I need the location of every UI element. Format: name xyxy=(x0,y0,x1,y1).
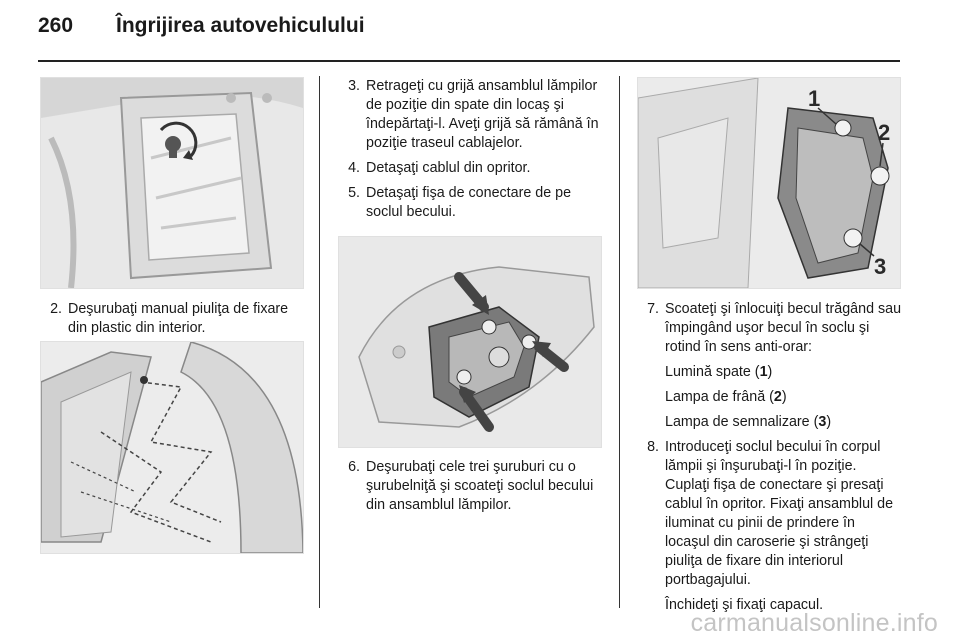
steps-7-to-8 xyxy=(637,300,902,615)
step-number: 2. xyxy=(50,301,62,317)
bulb-tail: ) xyxy=(767,364,773,380)
watermark: carmanualsonline.info xyxy=(690,609,938,637)
bulb-item-3 xyxy=(665,413,902,432)
bulb-label: Lampa de semnalizare ( xyxy=(665,414,819,430)
step-text: Retrageţi cu grijă ansamblul lămpilor de poziţie din spate din locaş şi îndepărtaţi-l. Aveţi grijă să rămână în poziţie traseul cablajelor. xyxy=(366,78,599,151)
step-number: 5. xyxy=(348,185,360,201)
step-number: 3. xyxy=(348,78,360,94)
illustration-bulb-positions xyxy=(637,77,901,289)
callout-1: 1 xyxy=(808,86,821,111)
step-4 xyxy=(338,159,603,178)
callout-2: 2 xyxy=(878,120,891,145)
header-rule xyxy=(38,60,900,62)
step-3 xyxy=(338,77,603,153)
page-number: 260 xyxy=(38,14,74,37)
bulb-key: 3 xyxy=(818,414,827,430)
column-divider-1 xyxy=(319,76,320,608)
step-text: Detaşaţi fişa de conectare de pe soclul becului. xyxy=(366,185,572,220)
step-number: 7. xyxy=(647,301,659,317)
step-number: 4. xyxy=(348,160,360,176)
callout-3: 3 xyxy=(874,254,887,279)
step-number: 8. xyxy=(647,439,659,455)
bulb-item-1 xyxy=(665,363,902,382)
step-2 xyxy=(40,300,302,338)
step-8-closing: Închideţi şi fixaţi capacul. xyxy=(665,597,824,613)
step-number: 6. xyxy=(348,459,360,475)
step-text: Introduceţi soclul becului în corpul lămpii şi înşurubaţi-l în poziţie. Cuplaţi fişa de conectare şi presaţi cablul în opritor. Fixaţi ansamblul de iluminat cu pinii de prindere în locaşul din caroserie şi strângeţi piuliţa de fixare din interiorul portbagajului. xyxy=(665,439,894,588)
step-text: Detaşaţi cablul din opritor. xyxy=(366,160,531,176)
step-7 xyxy=(637,300,902,357)
bulb-label: Lumină spate ( xyxy=(665,364,760,380)
bulb-key: 2 xyxy=(773,389,782,405)
illustration-lamp-recess xyxy=(40,77,304,289)
illustration-cable-routing xyxy=(40,341,304,554)
step-5 xyxy=(338,184,603,222)
bulb-label: Lampa de frână ( xyxy=(665,389,774,405)
page-title: Îngrijirea autovehiculului xyxy=(116,14,365,37)
step-8 xyxy=(637,438,902,590)
bulb-key: 1 xyxy=(759,364,768,380)
bulb-item-2 xyxy=(665,388,902,407)
step-text: Deşurubaţi manual piuliţa de fixare din plastic din interior. xyxy=(68,301,289,336)
steps-3-to-5 xyxy=(338,77,603,222)
step-text: Deşurubaţi cele trei şuruburi cu o şurubelniţă şi scoateţi soclul becului din ansamblul lămpilor. xyxy=(366,459,594,513)
step-6 xyxy=(338,458,603,515)
column-divider-2 xyxy=(619,76,620,608)
step-text: Scoateţi şi înlocuiţi becul trăgând sau împingând uşor becul în soclu şi rotind în sens anti-orar: xyxy=(665,301,902,355)
illustration-bulb-holder-screws xyxy=(338,236,602,448)
bulb-tail: ) xyxy=(826,414,832,430)
bulb-tail: ) xyxy=(781,389,787,405)
